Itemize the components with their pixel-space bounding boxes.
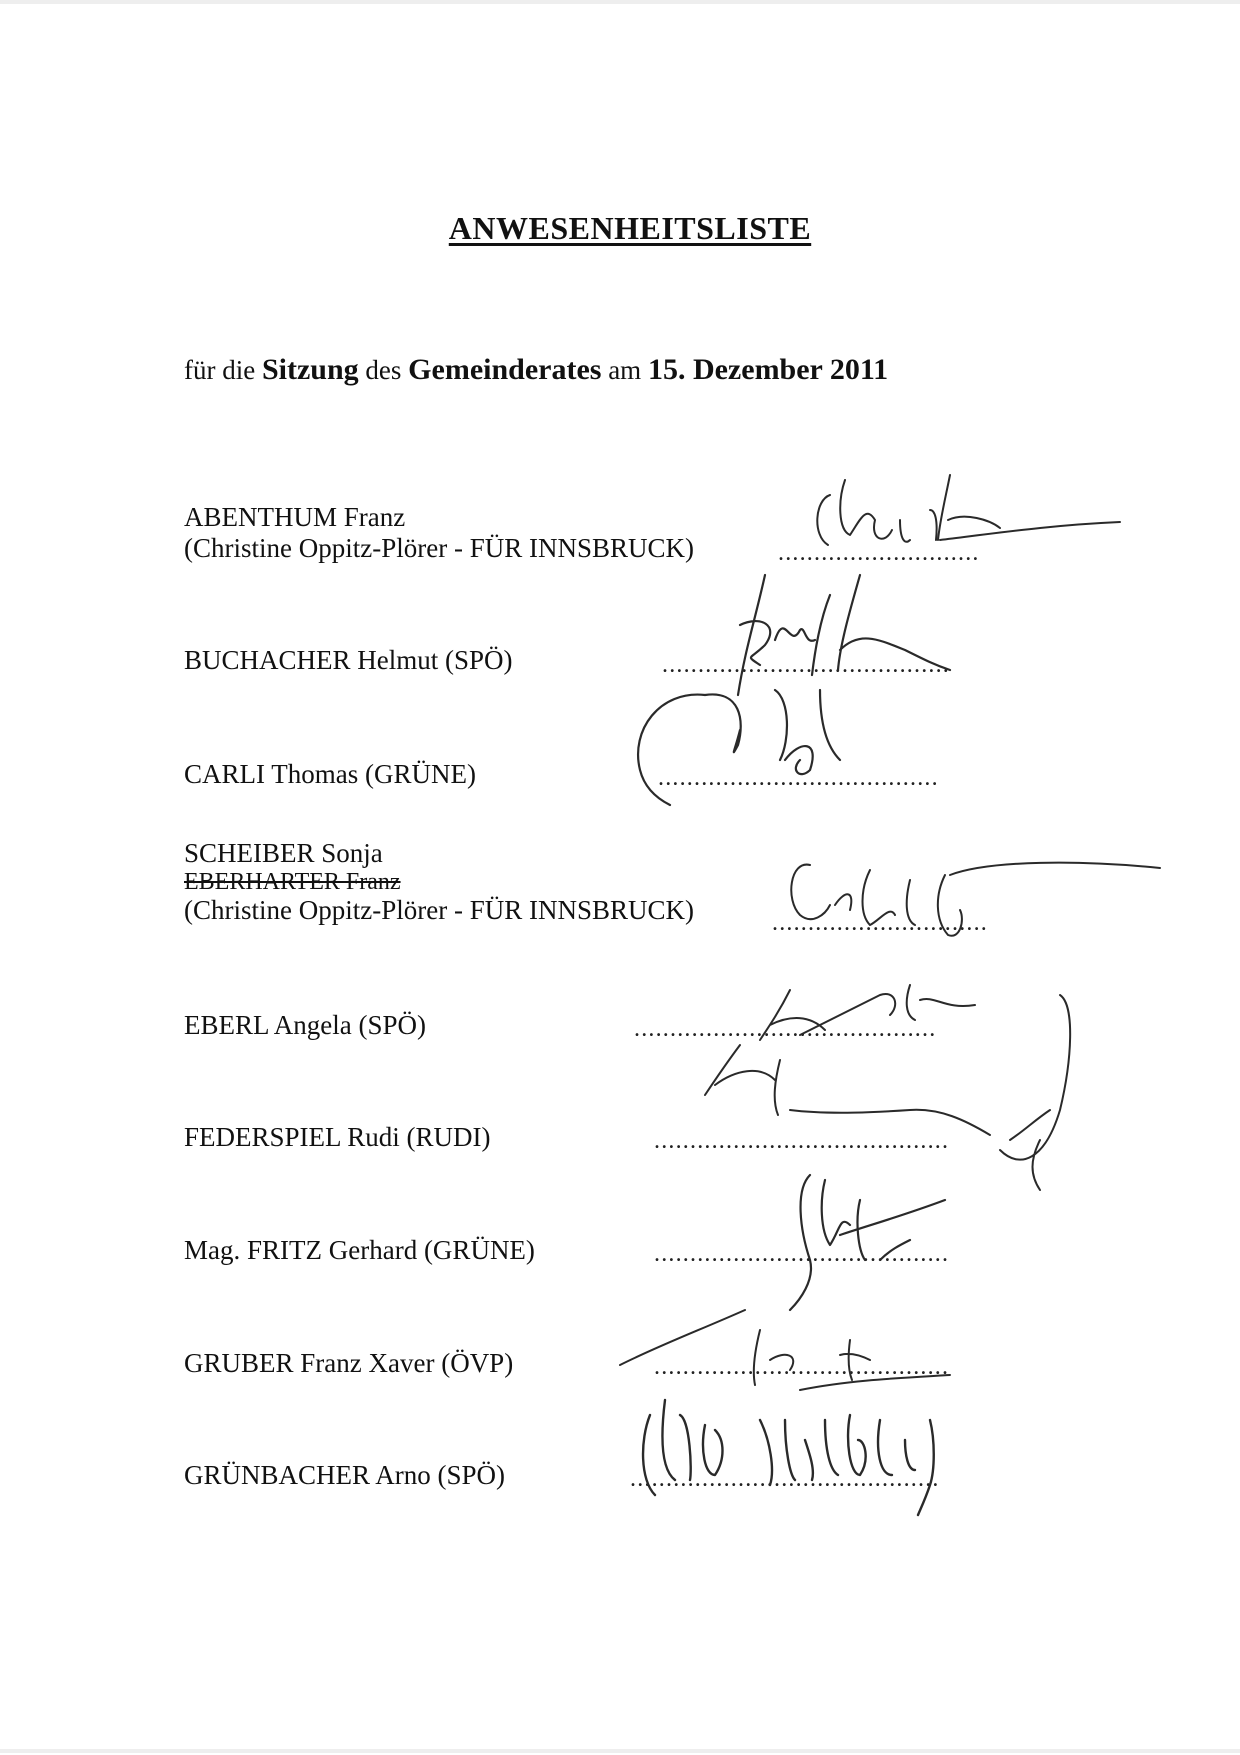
attendee-entry (184, 1348, 513, 1379)
signature-line: ........................................ (662, 652, 950, 678)
attendee-entry (184, 838, 694, 926)
attendee-name: FEDERSPIEL Rudi (RUDI) (184, 1122, 491, 1152)
session-line (184, 353, 888, 387)
attendee-entry (184, 645, 513, 676)
attendee-entry (184, 1460, 505, 1491)
attendee-name: CARLI Thomas (GRÜNE) (184, 759, 476, 789)
signature-line: .......................................... (634, 1016, 937, 1042)
signature-line: ......................................... (654, 1241, 950, 1267)
session-date: 15. Dezember 2011 (647, 353, 889, 386)
signature-line: ........................................... (630, 1466, 940, 1492)
signature-mark (817, 475, 1120, 545)
attendee-entry (184, 1235, 535, 1266)
scan-edge-top (0, 0, 1240, 4)
council-word: Gemeinderates (408, 353, 602, 386)
attendee-entry (184, 1122, 491, 1153)
signature-line: ............................ (778, 540, 980, 566)
session-des: des (358, 355, 409, 385)
document-title: ANWESENHEITSLISTE (448, 210, 812, 246)
signature-mark (643, 1400, 934, 1515)
attendee-name: GRÜNBACHER Arno (SPÖ) (184, 1460, 506, 1490)
attendee-entry (184, 1010, 426, 1041)
attendee-name: EBERL Angela (SPÖ) (184, 1010, 426, 1040)
signature-line: ......................................... (654, 1128, 950, 1154)
attendee-name: GRUBER Franz Xaver (ÖVP) (184, 1348, 514, 1378)
attendee-name: SCHEIBER Sonja (184, 838, 383, 868)
signature-line: ....................................... (658, 765, 939, 791)
attendee-entry (184, 759, 476, 790)
attendee-entry (184, 502, 694, 564)
signature-line: .............................. (772, 910, 988, 936)
attendee-name: BUCHACHER Helmut (SPÖ) (184, 645, 513, 675)
session-am: am (601, 355, 648, 385)
signature-line: ......................................... (654, 1354, 950, 1380)
attendee-struck-name: EBERHARTER Franz (184, 869, 401, 895)
session-prefix: für die (184, 355, 262, 385)
attendee-name: ABENTHUM Franz (184, 502, 406, 532)
attendee-name: Mag. FRITZ Gerhard (GRÜNE) (184, 1235, 535, 1265)
attendee-substitute-note: (Christine Oppitz-Plörer - FÜR INNSBRUCK) (184, 895, 694, 925)
attendee-substitute-note: (Christine Oppitz-Plörer - FÜR INNSBRUCK) (184, 533, 694, 563)
signature-mark (705, 1045, 1050, 1190)
scan-edge-bottom (0, 1749, 1240, 1753)
session-word: Sitzung (261, 353, 359, 386)
